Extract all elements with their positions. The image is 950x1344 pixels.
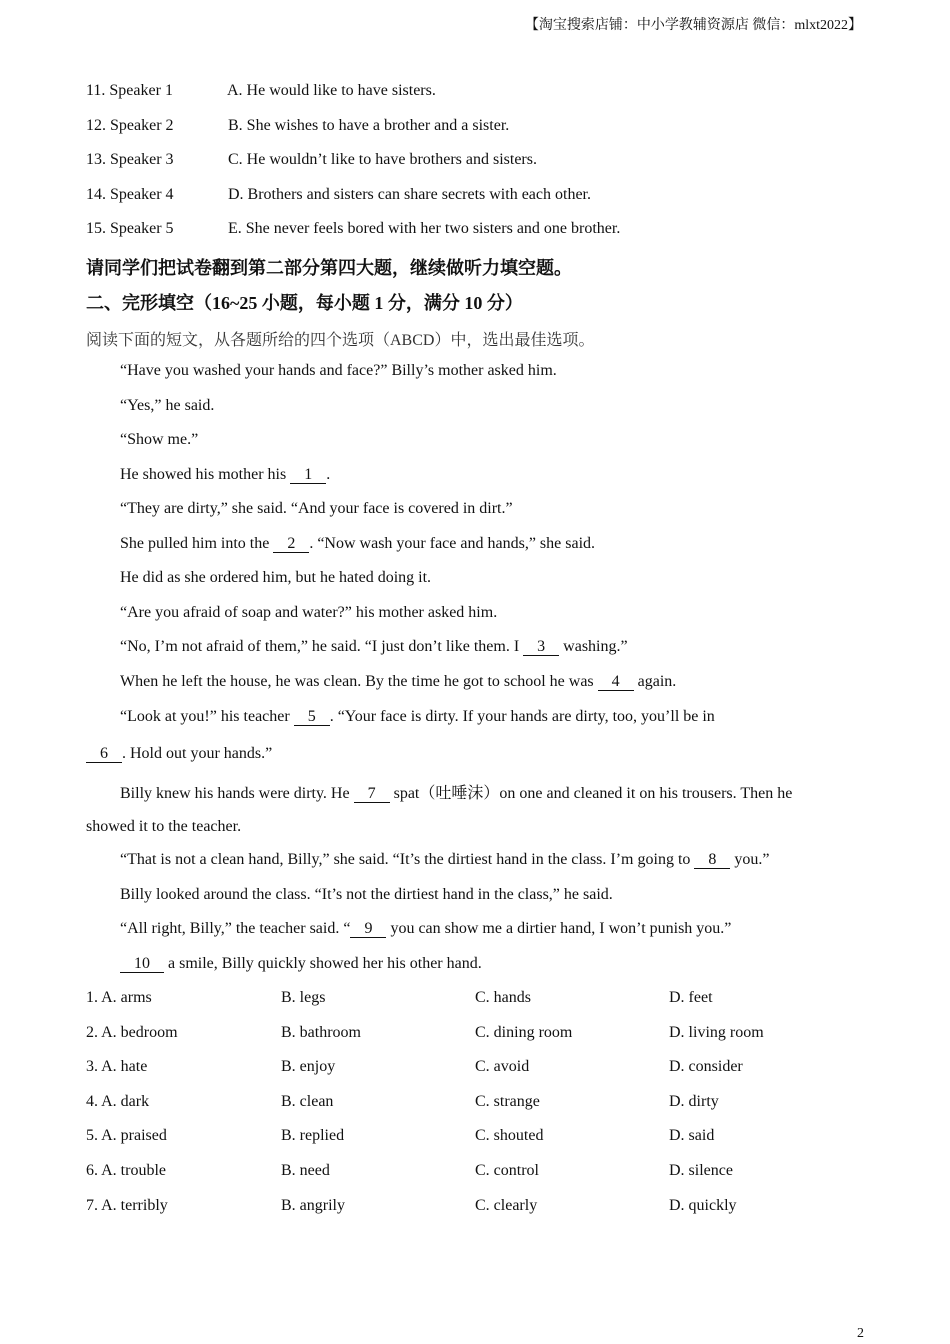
blank-4[interactable]: 4	[598, 674, 634, 691]
option-item[interactable]: C. avoid	[475, 1058, 530, 1075]
blank-1[interactable]: 1	[290, 467, 326, 484]
option-item[interactable]: D. consider	[669, 1058, 743, 1075]
matching-speaker: 15. Speaker 5	[86, 220, 174, 237]
option-item[interactable]: B. replied	[281, 1127, 345, 1144]
blank-5[interactable]: 5	[294, 709, 330, 726]
passage-line: “All right, Billy,” the teacher said. “ 9 you can show me a dirtier hand, I won’t punish you.”	[120, 920, 732, 937]
matching-speaker: 11. Speaker 1	[86, 82, 173, 99]
option-item[interactable]: D. silence	[669, 1162, 733, 1179]
option-item[interactable]: D. living room	[669, 1024, 764, 1041]
page-header: 【淘宝搜索店铺：中小学教辅资源店 微信：mlxt2022】	[524, 18, 862, 33]
passage-line: Billy knew his hands were dirty. He 7 spat（吐唾沫）on one and cleaned it on his trousers. Then he	[120, 785, 793, 802]
passage-line: “That is not a clean hand, Billy,” she said. “It’s the dirtiest hand in the class. I’m going to 8 you.”	[120, 851, 770, 868]
matching-speaker: 14. Speaker 4	[86, 186, 174, 203]
option-item[interactable]: B. legs	[281, 989, 326, 1006]
option-item[interactable]: 3. A. hate	[86, 1058, 148, 1075]
option-item[interactable]: B. angrily	[281, 1197, 345, 1214]
blank-7[interactable]: 7	[354, 786, 390, 803]
passage-line: Billy looked around the class. “It’s not the dirtiest hand in the class,” he said.	[120, 886, 613, 903]
option-item[interactable]: C. dining room	[475, 1024, 573, 1041]
passage-line: “No, I’m not afraid of them,” he said. “I just don’t like them. I 3 washing.”	[120, 638, 628, 655]
passage-line: He did as she ordered him, but he hated doing it.	[120, 569, 432, 586]
matching-option: E. She never feels bored with her two sisters and one brother.	[228, 220, 621, 237]
option-item[interactable]: 5. A. praised	[86, 1127, 167, 1144]
matching-speaker: 13. Speaker 3	[86, 151, 174, 168]
option-item[interactable]: C. strange	[475, 1093, 540, 1110]
option-item[interactable]: D. quickly	[669, 1197, 737, 1214]
section-title: 二、完形填空（16~25 小题，每小题 1 分，满分 10 分）	[86, 293, 523, 313]
instruction: 阅读下面的短文，从各题所给的四个选项（ABCD）中，选出最佳选项。	[86, 332, 595, 349]
option-item[interactable]: D. feet	[669, 989, 713, 1006]
passage-line: showed it to the teacher.	[86, 818, 242, 835]
blank-10[interactable]: 10	[120, 956, 164, 973]
option-item[interactable]: 2. A. bedroom	[86, 1024, 178, 1041]
option-item[interactable]: D. dirty	[669, 1093, 719, 1110]
option-item[interactable]: 6. A. trouble	[86, 1162, 166, 1179]
blank-3[interactable]: 3	[523, 639, 559, 656]
matching-option: C. He wouldn’t like to have brothers and sisters.	[228, 151, 537, 168]
option-item[interactable]: B. need	[281, 1162, 330, 1179]
option-item[interactable]: B. bathroom	[281, 1024, 361, 1041]
notice: 请同学们把试卷翻到第二部分第四大题，继续做听力填空题。	[86, 258, 572, 278]
option-item[interactable]: 4. A. dark	[86, 1093, 150, 1110]
matching-option: A. He would like to have sisters.	[227, 82, 436, 99]
passage-line: “Have you washed your hands and face?” Billy’s mother asked him.	[120, 362, 557, 379]
matching-option: B. She wishes to have a brother and a sister.	[228, 117, 510, 134]
option-item[interactable]: D. said	[669, 1127, 715, 1144]
option-item[interactable]: 7. A. terribly	[86, 1197, 168, 1214]
passage-line: “Yes,” he said.	[120, 397, 215, 414]
passage-line: 10 a smile, Billy quickly showed her his other hand.	[120, 955, 482, 973]
page-number: 2	[857, 1326, 864, 1341]
option-item[interactable]: C. shouted	[475, 1127, 544, 1144]
blank-9[interactable]: 9	[350, 921, 386, 938]
passage-line: “Are you afraid of soap and water?” his mother asked him.	[120, 604, 498, 621]
option-item[interactable]: C. clearly	[475, 1197, 538, 1214]
blank-2[interactable]: 2	[273, 536, 309, 553]
passage-line: 6 . Hold out your hands.”	[86, 745, 272, 763]
passage-line: She pulled him into the 2 . “Now wash your face and hands,” she said.	[120, 535, 596, 552]
passage-line: When he left the house, he was clean. By the time he got to school he was 4 again.	[120, 673, 677, 690]
blank-8[interactable]: 8	[694, 852, 730, 869]
passage-line: “They are dirty,” she said. “And your face is covered in dirt.”	[120, 500, 513, 517]
passage-line: He showed his mother his 1 .	[120, 466, 331, 483]
option-item[interactable]: B. clean	[281, 1093, 334, 1110]
option-item[interactable]: 1. A. arms	[86, 989, 152, 1006]
option-item[interactable]: B. enjoy	[281, 1058, 336, 1075]
matching-option: D. Brothers and sisters can share secrets with each other.	[228, 186, 591, 203]
option-item[interactable]: C. control	[475, 1162, 539, 1179]
passage-line: “Show me.”	[120, 431, 199, 448]
option-item[interactable]: C. hands	[475, 989, 531, 1006]
blank-6[interactable]: 6	[86, 746, 122, 763]
matching-speaker: 12. Speaker 2	[86, 117, 174, 134]
passage-line: “Look at you!” his teacher 5 . “Your face is dirty. If your hands are dirty, too, you’ll be in	[120, 708, 715, 725]
